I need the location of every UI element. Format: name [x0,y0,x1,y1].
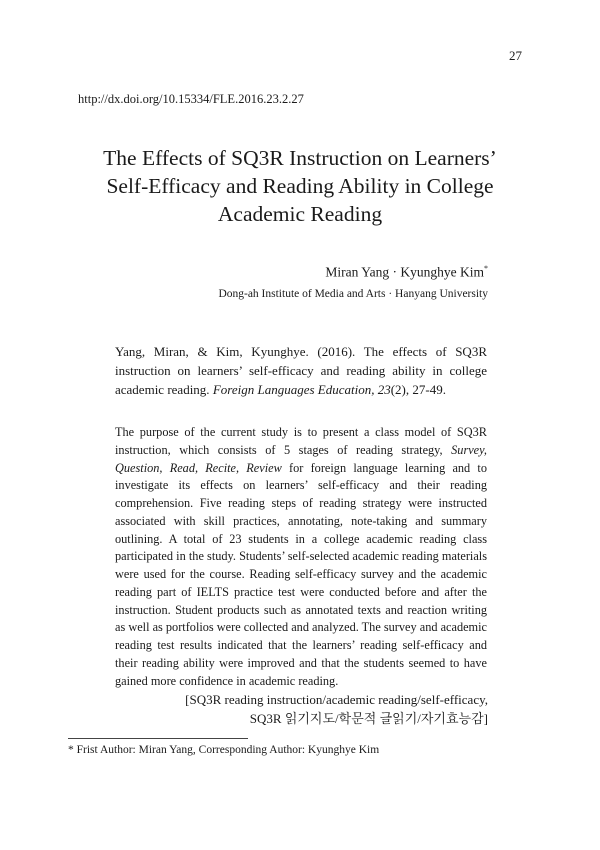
abstract-stages: Survey, Question, Read, Recite, Review [115,442,487,475]
paper-title [60,144,540,228]
keywords-line: [SQ3R reading instruction/academic reading/self-efficacy, [185,692,488,707]
abstract-text: The purpose of the current study is to present a class model of SQ3R instruction, which consists of 5 stages of reading strategy, [115,425,487,457]
citation-pages: 27-49. [409,382,446,397]
abstract-paragraph [115,424,487,690]
citation [115,342,487,399]
citation-text: Yang, Miran, & Kim, Kyunghye. (2016). The effects of SQ3R instruction on learners’ self-efficacy and reading ability in college academic reading. [115,344,487,397]
footnote-divider [68,738,248,739]
page-number: 27 [509,48,522,63]
author-list: Miran Yang · Kyunghye Kim [325,264,484,280]
citation-issue: (2), [390,382,410,397]
title-line: The Effects of SQ3R Instruction on Learners’ [103,146,497,170]
abstract-text: for foreign language learning and to investigate its effects on learners’ self-efficacy and their reading comprehension. Five reading steps of reading strategy were instructed associated with skill practices, annotating, note-taking and summary outlining. A total of 23 students in a college academic reading class participated in the study. Students’ self-selected academic reading materials were used for the course. Reading self-efficacy survey and the academic reading part of IELTS practice test were conducted before and after the instruction. Student products such as annotated texts and reaction writing as well as portfolios were collected and analyzed. The survey and academic reading test results indicated that the learners’ reading self-efficacy and their reading ability were improved and that the students seemed to have gained more confidence in academic reading. [115,460,487,688]
journal-name: Foreign Languages Education, 23 [212,382,391,397]
title-line: Academic Reading [217,202,383,226]
corresponding-marker: * [484,264,488,273]
doi-link[interactable]: http://dx.doi.org/10.15334/FLE.2016.23.2.27 [78,92,304,106]
author-affiliation: Dong-ah Institute of Media and Arts · Hanyang University [218,288,488,300]
keywords-line: SQ3R 읽기지도/학문적 글읽기/자기효능감] [249,711,488,726]
author-names [325,264,488,281]
footnote: * Frist Author: Miran Yang, Corresponding Author: Kyunghye Kim [68,744,380,756]
keywords [185,690,488,728]
abstract [115,424,487,690]
title-line: Self-Efficacy and Reading Ability in College [106,174,494,198]
